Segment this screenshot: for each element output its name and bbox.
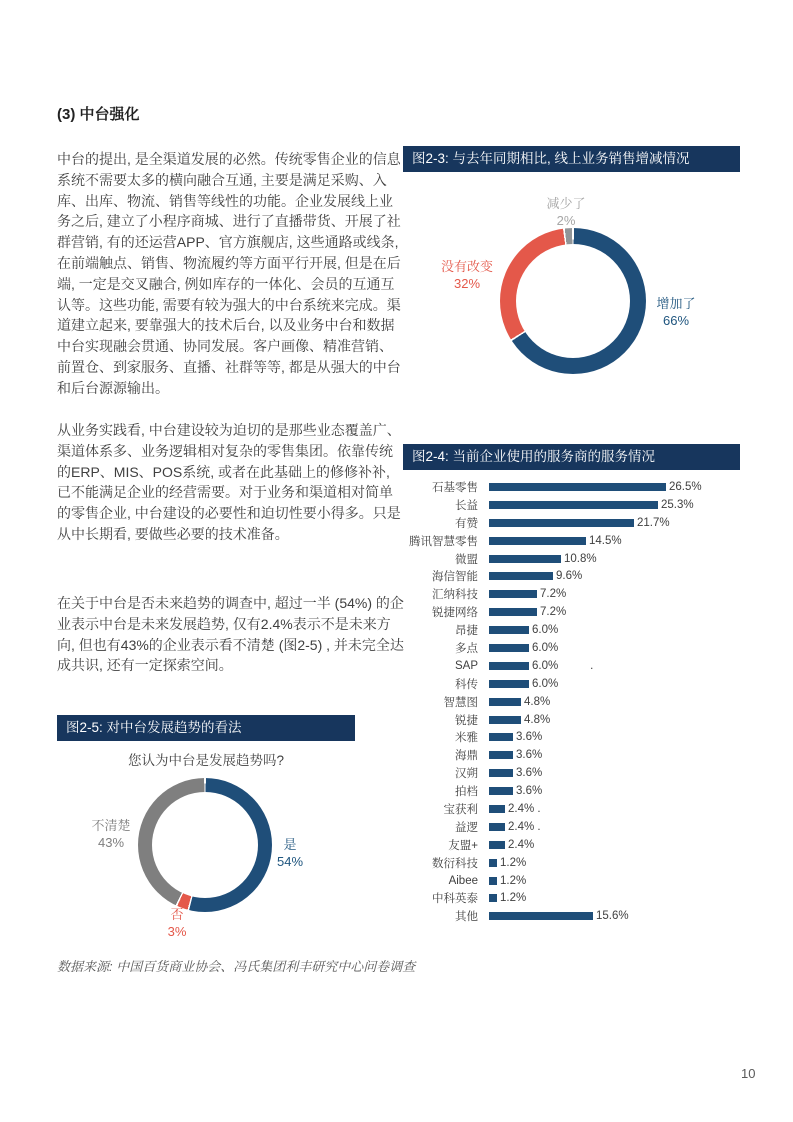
bar-value: 2.4% . bbox=[508, 802, 541, 815]
bar-row bbox=[403, 907, 763, 925]
bar-label: 长益 bbox=[455, 499, 478, 512]
bar-label: 其他 bbox=[455, 911, 478, 924]
body-paragraph-3: 在关于中台是否未来趋势的调查中, 超过一半 (54%) 的企业表示中台是未来发展趋势, 仅有2.4%表示不是未来方向, 但也有43%的企业表示看不清楚 (图2-5) , 并未完全达成共识, 还有一定探索空间。 bbox=[57, 595, 404, 674]
bar-value: 10.8% bbox=[564, 552, 597, 565]
bar bbox=[489, 537, 586, 545]
body-paragraph-2: 从业务实践看, 中台建设较为迫切的是那些业态覆盖广、渠道体系多、业务逻辑相对复杂的零售集团。依靠传统的ERP、MIS、POS系统, 或者在此基础上的修修补补, 已不能满足企业的经营需要。对于业务和渠道相对简单的零售企业, 中台建设的必要性和迫切性要小得多。只是从中长期看, 要做些必要的技术准备。 bbox=[57, 422, 401, 542]
bar-label: 科传 bbox=[455, 678, 478, 691]
bar-value: 1.2% bbox=[500, 892, 527, 905]
segment-value: 43% bbox=[97, 835, 125, 850]
bar bbox=[489, 877, 497, 885]
bar-value: 7.2% bbox=[540, 606, 567, 619]
bar-row bbox=[403, 639, 763, 657]
bar-value: 21.7% bbox=[637, 516, 670, 529]
bar-label: Aibee bbox=[448, 874, 478, 887]
bar-row bbox=[403, 532, 763, 550]
bar-label: 汉朔 bbox=[455, 768, 478, 781]
bar-value: 6.0% bbox=[532, 677, 559, 690]
bar bbox=[489, 769, 513, 777]
donut-hole bbox=[152, 792, 258, 898]
bar bbox=[489, 608, 537, 616]
bar-row bbox=[403, 889, 763, 907]
bar-label: 益逻 bbox=[455, 821, 478, 834]
bar-value: 25.3% bbox=[661, 498, 694, 511]
bar-label: 拍档 bbox=[455, 786, 478, 799]
donut-label-unclear bbox=[81, 817, 141, 851]
donut-label-unchanged bbox=[433, 258, 501, 292]
segment-label: 增加了 bbox=[656, 296, 696, 311]
bar bbox=[489, 644, 529, 652]
bar-value: 7.2% bbox=[540, 588, 567, 601]
bar bbox=[489, 483, 666, 491]
bar-label: 石基零售 bbox=[432, 481, 478, 494]
bar-label: 锐捷网络 bbox=[432, 607, 478, 620]
bar-value: 2.4% bbox=[508, 838, 535, 851]
figure-2-5-title: 图2-5: 对中台发展趋势的看法 bbox=[57, 715, 355, 741]
bar-row bbox=[403, 800, 763, 818]
segment-value: 3% bbox=[167, 924, 187, 939]
bar bbox=[489, 751, 513, 759]
bar-value: 1.2% bbox=[500, 856, 527, 869]
bar-value: 4.8% bbox=[524, 713, 551, 726]
segment-value: 2% bbox=[556, 213, 576, 228]
segment-value: 54% bbox=[276, 854, 304, 869]
bar-label: SAP bbox=[454, 659, 478, 672]
bar-value: 3.6% bbox=[516, 767, 543, 780]
bar bbox=[489, 894, 497, 902]
bar-row bbox=[403, 746, 763, 764]
figure-2-3-title: 图2-3: 与去年同期相比, 线上业务销售增减情况 bbox=[403, 146, 740, 172]
bar-label: 数衍科技 bbox=[432, 857, 478, 870]
bar-value: 4.8% bbox=[524, 695, 551, 708]
bar-row bbox=[403, 711, 763, 729]
bar-row bbox=[403, 693, 763, 711]
figure-2-5-subtitle: 您认为中台是发展趋势吗? bbox=[127, 753, 284, 768]
bar-row bbox=[403, 836, 763, 854]
donut-label-decreased bbox=[520, 195, 612, 229]
bar-row bbox=[403, 818, 763, 836]
bar-label: 微盟 bbox=[455, 553, 478, 566]
section-heading: (3) 中台强化 bbox=[57, 106, 140, 123]
figure-2-4-title: 图2-4: 当前企业使用的服务商的服务情况 bbox=[403, 444, 740, 470]
bar bbox=[489, 572, 553, 580]
bar bbox=[489, 805, 505, 813]
bar-row bbox=[403, 854, 763, 872]
bar-row bbox=[403, 728, 763, 746]
bar-row bbox=[403, 603, 763, 621]
bar bbox=[489, 841, 505, 849]
bar-value: 3.6% bbox=[516, 731, 543, 744]
bar-value: 9.6% bbox=[556, 570, 583, 583]
bar bbox=[489, 590, 537, 598]
bar-label: 海鼎 bbox=[455, 750, 478, 763]
bar-value: 6.0% . bbox=[532, 659, 594, 672]
bar bbox=[489, 859, 497, 867]
segment-value: 32% bbox=[453, 276, 481, 291]
bar-row bbox=[403, 764, 763, 782]
bar bbox=[489, 680, 529, 688]
segment-label: 没有改变 bbox=[440, 259, 493, 274]
bar bbox=[489, 716, 521, 724]
body-paragraph-1: 中台的提出, 是全渠道发展的必然。传统零售企业的信息系统不需要太多的横向融合互通, 主要是满足采购、入库、出库、物流、销售等线性的功能。企业发展线上业务之后, 建立了小程序商城、进行了直播带货、开展了社群营销, 有的还运营APP、官方旗舰店, 这些通路或线条, 在前端触点、销售、物流履约等方面平行开展, 但是在后端, 一定是交叉融合, 例如库存的一体化、会员的互通互认等。这些功能, 需要有较为强大的中台系统来完成。渠道建立起来, 要靠强大的技术后台, 以及业务中台和数据中台实现融会贯通、协同发展。客户画像、精准营销、前置仓、到家服务、直播、社群等等, 都是从强大的中台和后台源源输出。 bbox=[57, 151, 401, 396]
bar bbox=[489, 662, 529, 670]
bar-row bbox=[403, 657, 763, 675]
bar-label: 昂捷 bbox=[455, 625, 478, 638]
bar bbox=[489, 519, 634, 527]
bar-value: 15.6% bbox=[596, 910, 629, 923]
donut-hole bbox=[516, 244, 630, 358]
data-source-note: 数据来源: 中国百货商业协会、冯氏集团利丰研究中心问卷调查 bbox=[57, 959, 416, 974]
bar-row bbox=[403, 872, 763, 890]
bar bbox=[489, 733, 513, 741]
bar-value: 6.0% bbox=[532, 624, 559, 637]
bar-label: 米雅 bbox=[455, 732, 478, 745]
bar-label: 有赞 bbox=[455, 517, 478, 530]
bar-label: 腾讯智慧零售 bbox=[409, 535, 478, 548]
bar-row bbox=[403, 478, 763, 496]
bar-label: 锐捷 bbox=[455, 714, 478, 727]
bar-value: 14.5% bbox=[589, 534, 622, 547]
bar-label: 友盟+ bbox=[448, 839, 478, 852]
bar-label: 宝获利 bbox=[443, 803, 478, 816]
bar-value: 3.6% bbox=[516, 749, 543, 762]
segment-label: 是 bbox=[283, 837, 297, 852]
segment-label: 否 bbox=[170, 907, 184, 922]
bar-row bbox=[403, 782, 763, 800]
bar-row bbox=[403, 675, 763, 693]
bar-label: 多点 bbox=[455, 642, 478, 655]
bar-value: 2.4% . bbox=[508, 820, 541, 833]
bar bbox=[489, 698, 521, 706]
bar-row bbox=[403, 514, 763, 532]
page-number: 10 bbox=[741, 1066, 756, 1081]
bar-value: 26.5% bbox=[669, 480, 702, 493]
segment-label: 不清楚 bbox=[91, 818, 131, 833]
bar bbox=[489, 787, 513, 795]
segment-label: 减少了 bbox=[546, 196, 586, 211]
donut-label-no bbox=[152, 906, 202, 940]
bar-row bbox=[403, 550, 763, 568]
bar bbox=[489, 823, 505, 831]
bar-value: 1.2% bbox=[500, 874, 527, 887]
bar bbox=[489, 501, 658, 509]
bar-label: 海信智能 bbox=[432, 571, 478, 584]
donut-label-increased bbox=[648, 295, 704, 329]
bar-value: 3.6% bbox=[516, 785, 543, 798]
segment-value: 66% bbox=[662, 313, 690, 328]
figure-2-3-donut-chart bbox=[500, 228, 646, 374]
bar-row bbox=[403, 496, 763, 514]
donut-label-yes bbox=[265, 836, 315, 870]
bar-label: 智慧图 bbox=[443, 696, 478, 709]
figure-2-4-bar-chart bbox=[403, 478, 763, 925]
bar-label: 汇纳科技 bbox=[432, 589, 478, 602]
bar bbox=[489, 912, 593, 920]
figure-2-5-donut-chart bbox=[138, 778, 272, 912]
bar bbox=[489, 555, 561, 563]
bar bbox=[489, 626, 529, 634]
bar-label: 中科英泰 bbox=[432, 893, 478, 906]
bar-row bbox=[403, 621, 763, 639]
bar-row bbox=[403, 585, 763, 603]
bar-row bbox=[403, 567, 763, 585]
bar-value: 6.0% bbox=[532, 641, 559, 654]
